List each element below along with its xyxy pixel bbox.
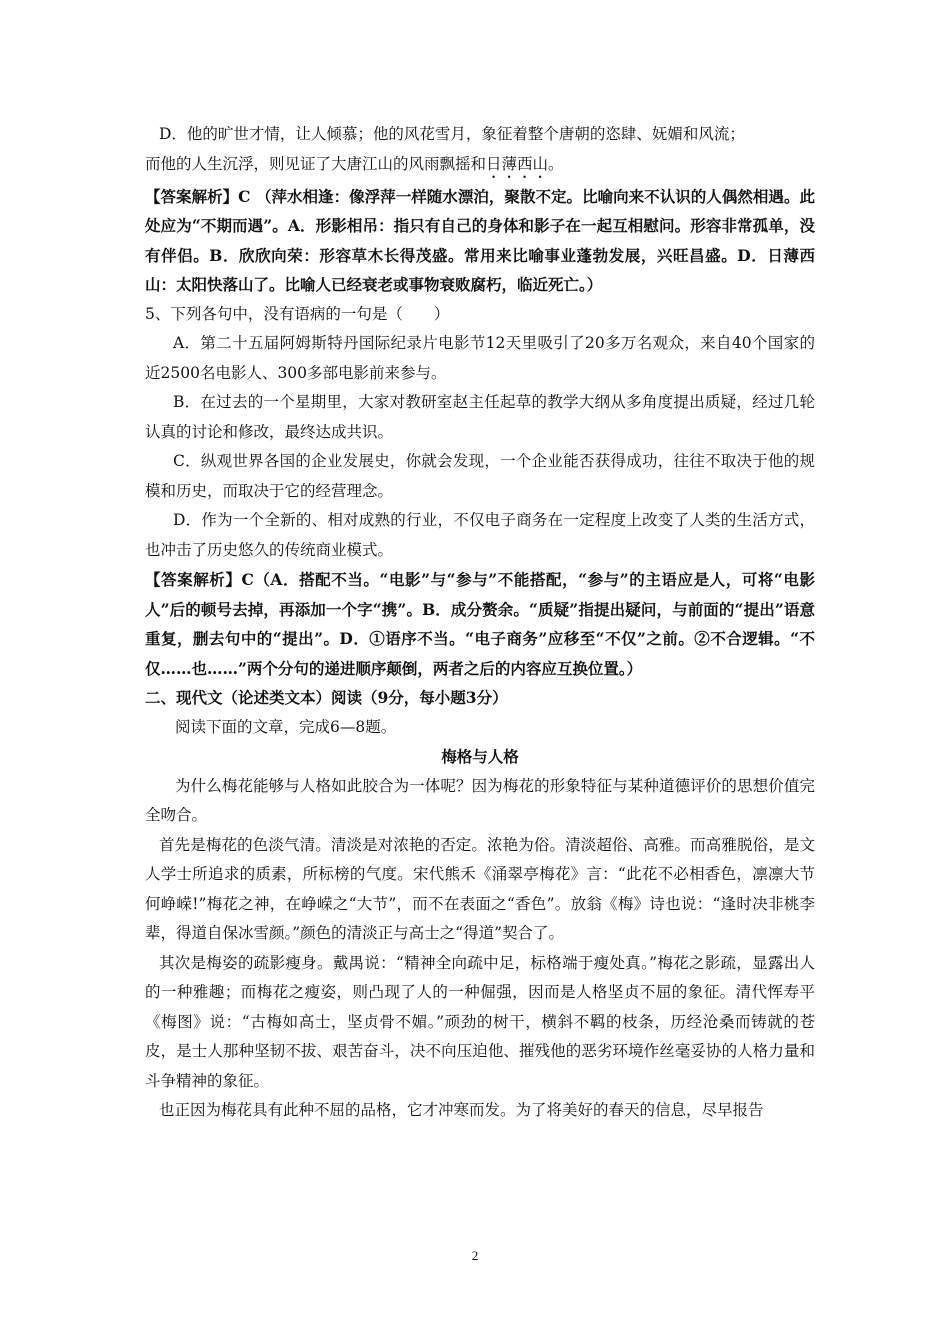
q4-option-d-text: 而他的人生沉浮，则见证了大唐江山的风雨飘摇和	[145, 154, 487, 173]
article-title: 梅格与人格	[441, 747, 519, 766]
q5-option-c: C．纵观世界各国的企业发展史，你就会发现，一个企业能否获得成功，往往不取决于他的规模和历史，而取决于它的经营理念。	[145, 452, 815, 500]
q5-answer-analysis: 【答案解析】C（A．搭配不当。“电影”与“参与”不能搭配，“参与”的主语应是人，可将“电影人”后的顿号去掉，再添加一个字“携”。B．成分赘余。“质疑”指提出疑问，与前面的“提出”语意重复，删去句中的“提出”。D．①语序不当。“电子商务”应移至“不仅”之前。②不合逻辑。“不仅……也……”两个分句的递进顺序颠倒，两者之后的内容应互换位置。）	[145, 570, 815, 678]
dotted-idiom: 日薄西山	[486, 154, 549, 173]
section-heading: 二、现代文（论述类文本）阅读（9分，每小题3分）	[145, 688, 508, 707]
article-paragraph-2: 首先是梅花的色淡气清。清淡是对浓艳的否定。浓艳为俗。清淡超俗、高雅。而高雅脱俗，是文人学士所追求的质素，所标榜的气度。宋代熊禾《涌翠亭梅花》言：“此花不必相香色，凛凛大节何峥嵘!”梅花之神，在峥嵘之“大节”，而不在表面之“香色”。放翁《梅》诗也说：“逢时决非桃李辈，得道自保冰雪颜。”颜色的清淡正与高士之“得道”契合了。	[145, 835, 815, 942]
q4-answer-analysis: 【答案解析】C （萍水相逢：像浮萍一样随水漂泊，聚散不定。比喻向来不认识的人偶然相遇。此处应为“不期而遇”。A．形影相吊：指只有自己的身体和影子在一起互相慰问。形容非常孤单，没有伴侣。B．欣欣向荣：形容草木长得茂盛。常用来比喻事业蓬勃发展，兴旺昌盛。D．日薄西山：太阳快落山了。比喻人已经衰老或事物衰败腐朽，临近死亡。）	[145, 186, 815, 294]
q4-option-d-line1: D．他的旷世才情，让人倾慕；他的风花雪月，象征着整个唐朝的恣肆、妩媚和风流；	[159, 125, 745, 143]
q5-option-a: A．第二十五届阿姆斯特丹国际纪录片电影节12天里吸引了20多万名观众，来自40个国家的近2500名电影人、300多部电影前来参与。	[145, 334, 815, 382]
article-paragraph-4: 也正因为梅花具有此种不屈的品格，它才冲寒而发。为了将美好的春天的信息，尽早报告	[159, 1101, 764, 1119]
page-number: 2	[471, 1248, 479, 1263]
reading-instruction: 阅读下面的文章，完成6—8题。	[175, 717, 397, 736]
q5-stem: 5、下列各句中，没有语病的一句是（ ）	[145, 304, 450, 323]
article-paragraph-1: 为什么梅花能够与人格如此胶合为一体呢？因为梅花的形象特征与某种道德评价的思想价值完全吻合。	[145, 776, 815, 824]
article-paragraph-3: 其次是梅姿的疏影瘦身。戴禺说：“精神全向疏中足，标格端于瘦处真。”梅花之影疏，显露出人的一种雅趣；而梅花之瘦姿，则凸现了人的一种倔强，因而是人格坚贞不屈的象征。清代恽寿平《梅图》说：“古梅如高士，坚贞骨不媚。”顽劲的树干，横斜不羁的枝条，历经沧桑而铸就的苍皮，是士人那种坚韧不拔、艰苦奋斗，决不向压迫他、摧残他的恶劣环境作丝毫妥协的人格力量和斗争精神的象征。	[145, 953, 815, 1090]
q5-option-d: D．作为一个全新的、相对成熟的行业，不仅电子商务在一定程度上改变了人类的生活方式，也冲击了历史悠久的传统商业模式。	[145, 511, 815, 559]
q5-option-b: B．在过去的一个星期里，大家对教研室赵主任起草的教学大纲从多角度提出质疑，经过几轮认真的讨论和修改，最终达成共识。	[145, 393, 815, 441]
q4-option-d-end: 。	[548, 154, 564, 173]
page-content	[145, 120, 815, 1126]
q4-option-d-line2	[145, 150, 815, 182]
